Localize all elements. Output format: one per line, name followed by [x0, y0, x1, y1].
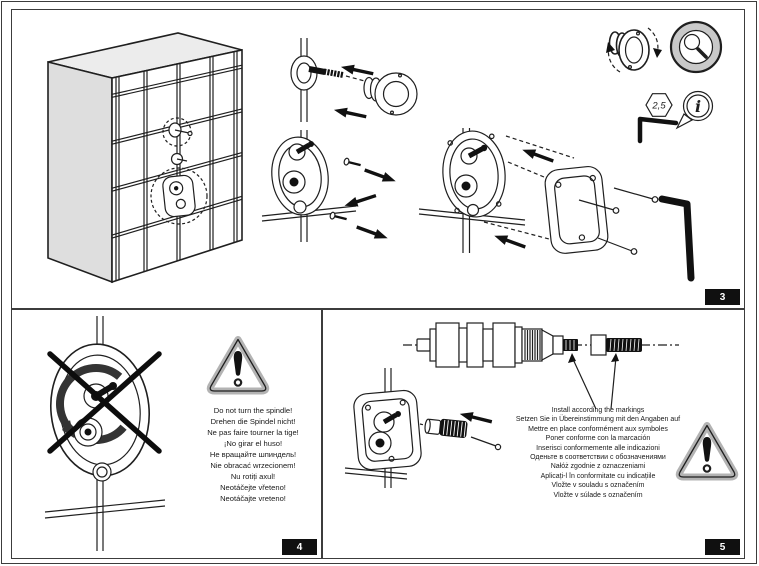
instruction-line: Vložte v súlade s označením [553, 491, 643, 499]
instruction-text-block [468, 406, 728, 500]
instruction-line: Оденьте в соответствии с обозначениями [530, 454, 666, 462]
extension-plug [424, 417, 468, 438]
panel-step-3 [11, 9, 745, 309]
step-badge: 5 [705, 539, 740, 555]
allen-key-icon [640, 119, 676, 141]
tiled-wall-diagram [48, 33, 242, 282]
panel-step-4 [11, 309, 322, 559]
magnifier-icon [671, 22, 721, 72]
warning-triangle-icon [210, 340, 265, 392]
hex-key-size-label: 2,5 [652, 100, 666, 112]
warning-line: Neotáčajte vreteno! [220, 494, 286, 503]
warning-line: Не вращайте шпиндель! [209, 450, 297, 459]
hex-key-size-badge [646, 94, 672, 117]
instruction-line: Nałóż zgodnie z oznaczeniami [550, 463, 646, 471]
info-symbol: i [694, 97, 702, 116]
info-icon [677, 92, 713, 129]
warning-line: Nu rotiți axul! [230, 472, 276, 481]
warning-line: Neotáčejte vřeteno! [220, 483, 286, 492]
screw-arrow [343, 191, 377, 211]
do-not-turn-diagram [44, 316, 165, 551]
install-arrow [340, 62, 374, 79]
warning-line: Ne pas faire tourner la tige! [207, 428, 299, 437]
instruction-line: Inserisci conformemente alle indicazioni [536, 444, 660, 452]
warning-line: Drehen die Spindel nicht! [210, 417, 296, 426]
carrier-frame [544, 165, 609, 254]
instruction-line: Setzen Sie in Übereinstimmung mit den Angaben auf [515, 416, 681, 424]
cartridge-diagram [403, 323, 679, 409]
install-arrow [521, 145, 555, 166]
screw-arrow [363, 165, 397, 186]
screw-arrow [355, 222, 389, 243]
step-badge: 3 [705, 289, 740, 305]
install-arrow [333, 105, 367, 122]
handle-sleeve-assembly-diagram [291, 38, 417, 122]
instruction-line: Install according the markings [551, 407, 645, 414]
step3-diagram [12, 10, 743, 307]
allen-key-icon [662, 199, 691, 278]
warning-line: ¡No girar el huso! [223, 439, 283, 448]
valve-screws-diagram [262, 130, 397, 243]
valve-frame-screws-diagram [419, 128, 691, 278]
install-arrow [493, 231, 527, 252]
instruction-line: Aplicați-l în conformitate cu indicațiile [540, 472, 656, 480]
warning-line: Nie obracać wrzecionem! [210, 461, 296, 470]
instruction-line: Vložte v souladu s označením [551, 482, 645, 490]
instruction-line: Poner conforme con la marcación [545, 435, 651, 443]
warning-line: Do not turn the spindle! [213, 406, 293, 415]
step-badge: 4 [282, 539, 317, 555]
instruction-line: Mettre en place conformément aux symboles [528, 425, 668, 433]
rotating-sleeve-icon [606, 28, 662, 72]
panel-step-5 [322, 309, 745, 559]
